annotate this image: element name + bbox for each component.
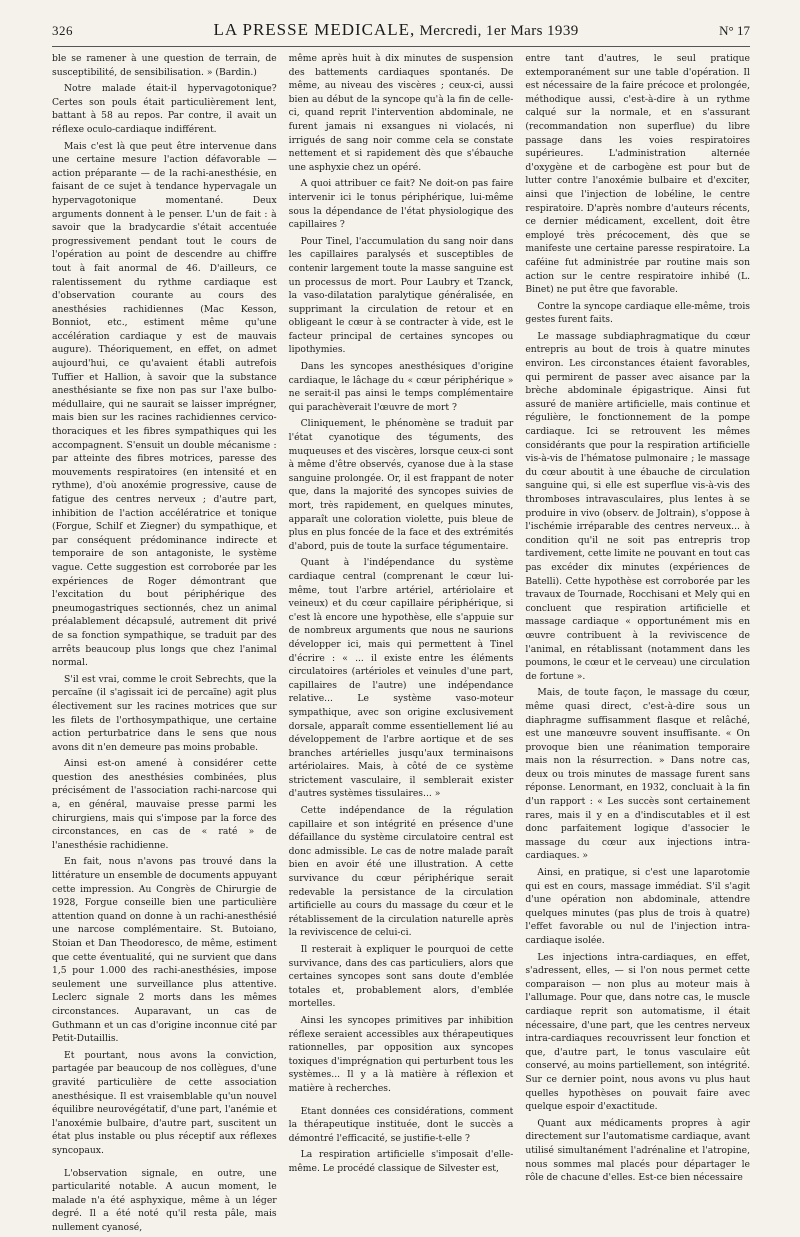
paragraph: Contre la syncope cardiaque elle-même, trois gestes furent faits.	[525, 300, 750, 326]
text-columns	[52, 52, 751, 1233]
paragraph: ble se ramener à une question de terrain, de susceptibilité, de sensibilisation. » (Bardin.)	[52, 53, 277, 78]
paragraph: entre tant d'autres, le seul pratique extemporanément sur une table d'opération. Il est nécessaire de la faire précoce et prolongée, méthodique aussi, c'est-à-dire à un rythme calqué sur la normale, et en s'assurant (recommandation non superflue) du libre passage dans les voies respiratoires supérieures. L'administration alternée d'oxygène et de carbogène est pour but de lutter contre l'anoxémie bulbaire et d'exciter, ainsi que l'injection de lobéline, le centre respiratoire. D'après nombre d'auteurs récents, ce dernier médicament, excellent, doit être employé très précocement, dès que se manifeste une certaine paresse respiratoire. La caféine fut administrée par routine mais son action sur le centre respiratoire inhibé (L. Binet) ne put être que favorable.	[525, 53, 750, 296]
paragraph: Quant à l'indépendance du système cardiaque central (comprenant le cœur lui-même, tout l'arbre artériel, artériolaire et veineux) et du cœur capillaire périphérique, si c'est là encore une hypothèse, elle s'appuie sur de nombreux arguments que nous ne saurions développer ici, mais qui permettent à Tinel d'écrire : « ... il existe entre les éléments circulatoires (artérioles et veinules d'une part, capillaires de l'autre) une indépendance relative... Le système vaso-moteur sympathique, avec son origine exclusivement dorsale, apparaît comme essentiellement lié au développement de l'arbre aortique et de ses branches artérielles jusqu'aux terminaisons artériolaires. Mais, à côté de ce système strictement vasculaire, il semblerait exister d'autres systèmes tissulaires... »	[288, 557, 514, 800]
paragraph: Etant données ces considérations, comment la thérapeutique instituée, dont le succès a démontré l'efficacité, se justifie-t-elle ?	[288, 1105, 514, 1144]
paragraph: Les injections intra-cardiaques, en effet, s'adressent, elles, — si l'on nous permet cette comparaison — non plus au moteur mais à l'allumage. Pour que, dans notre cas, le muscle cardiaque reprit son automatisme, il était nécessaire, d'une part, que les centres nerveux intra-cardiaques recouvrissent leur fonction et que, d'autre part, le tonus vasculaire eût conservé, au moins partiellement, son intégrité. Sur ce dernier point, nous avons vu plus haut quelles hypothèses on pouvait faire avec quelque espoir d'exactitude.	[525, 951, 750, 1113]
paragraph: Cliniquement, le phénomène se traduit par l'état cyanotique des téguments, des muqueuses et des viscères, lorsque ceux-ci sont à même d'être observés, cyanose due à la stase sanguine prolongée. Or, il est frappant de noter que, dans la majorité des syncopes suivies de mort, très rapidement, en quelques minutes, apparaît une coloration violette, puis bleue de plus en plus foncée de la face et des extrémités d'abord, puis de toute la surface tégumentaire.	[288, 418, 514, 552]
paragraph: Il resterait à expliquer le pourquoi de cette survivance, dans des cas particuliers, alors que certaines syncopes sont sans doute d'emblée totales et, probablement alors, d'emblée mortelles.	[288, 944, 514, 1010]
paragraph: Ainsi est-on amené à considérer cette question des anesthésies combinées, plus précisément de l'association rachi-narcose qui a, en général, mauvaise presse parmi les chirurgiens, mais qui s'impose par la force des circonstances, en cas de « raté » de l'anesthésie rachidienne.	[52, 758, 277, 851]
issue-number: N° 17	[719, 23, 750, 38]
paragraph: Le massage subdiaphragmatique du cœur entrepris au bout de trois à quatre minutes environ. Les circonstances étaient favorables, qui permirent de passer avec aisance par la brèche abdominale épigastrique. Ainsi fut assuré de manière artificielle, mais continue et régulière, le fonctionnement de la pompe cardiaque. Ici se retrouvent les mêmes considérants que pour la respiration artificielle vis-à-vis de l'hématose pulmonaire ; le massage du cœur aboutit à une ébauche de circulation sanguine qui, si elle est superflue vis-à-vis des thromboses intravasculaires, plus lentes à se produire in vivo (observ. de Joltrain), s'oppose à l'ischémie irréparable des centres nerveux... à condition qu'il ne soit pas entrepris trop tardivement, cette limite ne pouvant en tout cas pas excéder dix minutes (expériences de Batelli). Cette hypothèse est corroborée par les travaux de Tournade, Rocchisani et Mely qui en concluent que respiration artificielle et massage cardiaque « opportunément mis en œuvre contribuent à la reviviscence de l'animal, en rétablissant (notamment dans les poumons, le cœur et le cerveau) une circulation de fortune ».	[525, 330, 751, 682]
paragraph: Et pourtant, nous avons la conviction, partagée par beaucoup de nos collègues, d'une gravité particulière de cette association anesthésique. Il est vraisemblable qu'un nouvel équilibre neurovégétatif, d'une part, l'anémie et l'anoxémie bulbaire, d'autre part, suscitent un état plus instable ou plus réceptif aux réflexes syncopaux.	[52, 1049, 277, 1156]
paragraph: Notre malade était-il hypervagotonique? Certes son pouls était particulièrement lent, battant à 58 au repos. Par contre, il avait un réflexe oculo-cardiaque indifférent.	[52, 83, 277, 135]
paragraph: La respiration artificielle s'imposait d'elle-même. Le procédé classique de Silvester est,	[288, 1149, 514, 1174]
paragraph: Ainsi les syncopes primitives par inhibition réflexe seraient accessibles aux thérapeutiques rationnelles, par opposition aux syncopes toxiques d'imprégnation qui perturbent tous les systèmes... Il y a là matière à réflexion et matière à recherches.	[288, 1014, 514, 1094]
paragraph: A quoi attribuer ce fait? Ne doit-on pas faire intervenir ici le tonus périphérique, lui-même sous la dépendance de l'état physiologique des capillaires ?	[288, 178, 514, 231]
paragraph: Pour Tinel, l'accumulation du sang noir dans les capillaires paralysés et susceptibles de contenir largement toute la masse sanguine est un processus de mort. Pour Laubry et Tzanck, la vaso-dilatation paralytique généralisée, en supprimant la circulation de retour et en obligeant le cœur à se contracter à vide, est le facteur principal de certaines syncopes ou lipothymies.	[288, 235, 514, 356]
paragraph: Ainsi, en pratique, si c'est une laparotomie qui est en cours, massage immédiat. S'il s'agit d'une opération non abdominale, attendre quelques minutes (pas plus de trois à quatre) l'effet favorable ou nul de l'injection intra-cardiaque isolée.	[525, 867, 750, 946]
paragraph: S'il est vrai, comme le croit Sebrechts, que la percaïne (il s'agissait ici de percaïne) agit plus électivement sur les racines motrices que sur les filets de l'orthosympathique, une certaine action perturbatrice dans le sens que nous avons dit n'en demeure pas moins probable.	[52, 673, 277, 753]
paragraph: Mais, de toute façon, le massage du cœur, même quasi direct, c'est-à-dire sous un diaphragme suffisamment flasque et relâché, est une manœuvre souvent insuffisante. « On provoque bien une réanimation temporaire mais non la résurrection. » Dans notre cas, deux ou trois minutes de massage furent sans réponse. Lenormant, en 1932, concluait à la fin d'un rapport : « Les succès sont certainement rares, mais il y en a d'indiscutables et il est donc parfaitement logique d'associer le massage du cœur aux injections intra-cardiaques. »	[525, 687, 750, 862]
paragraph: L'observation signale, en outre, une particularité notable. A aucun moment, le malade n'a été asphyxique, même à un léger degré. Il a été noté qu'il resta pâle, mais nullement cyanosé,	[52, 1167, 277, 1233]
column-middle	[289, 52, 514, 1237]
paragraph: Quant aux médicaments propres à agir directement sur l'automatisme cardiaque, avant utilisé simultanément l'adrénaline et l'atropine, nous sommes mal placés pour départager le rôle de chacune d'elles. Est-ce bien nécessaire	[525, 1117, 750, 1184]
paragraph: Cette indépendance de la régulation capillaire et son intégrité en présence d'une défaillance du système circulatoire central est donc admissible. Le cas de notre malade paraît bien en avoir été une illustration. A cette survivance du cœur périphérique serait redevable la persistance de la circulation artificielle au cours du massage du cœur et le rétablissement de la circulation naturelle après la reviviscence de celui-ci.	[288, 805, 514, 939]
running-title	[214, 20, 579, 40]
page-number: 326	[52, 23, 73, 38]
journal-title: LA PRESSE MEDICALE,	[213, 20, 416, 39]
running-header	[52, 20, 750, 47]
column-right	[525, 52, 750, 1237]
paragraph: Mais c'est là que peut être intervenue dans une certaine mesure l'action défavorable — action préparante — de la rachi-anesthésie, en faisant de ce sujet à tendance hypervagale un hypervagotonique momentané. Deux arguments donnent à le penser. L'un de fait : à savoir que la bradycardie s'était accentuée progressivement pendant tout le cours de l'opération au point de descendre au chiffre tout à fait anormal de 46. D'ailleurs, ce ralentissement du rythme cardiaque est d'observation courante au cours des anesthésies rachidiennes (Mac Kesson, Bonniot, etc., estiment même qu'une accélération cardiaque y est de mauvais augure). Théoriquement, en effet, on admet aujourd'hui, ce qu'avaient établi autrefois Tuffier et Hallion, à savoir que la substance anesthésiante se fixe non pas sur l'axe bulbo-médullaire, qui ne saurait se laisser imprégner, mais bien sur les racines rachidiennes cervico-thoraciques et les fibres sympathiques qui les accompagnent. S'ensuit un double mécanisme : par atteinte des fibres motrices, paresse des mouvements respiratoires (en intensité et en rythme), d'où anoxémie progressive, cause de fatigue des centres nerveux ; d'autre part, inhibition de l'action accélératrice et tonique (Forgue, Schilf et Ziegner) du sympathique, et par conséquent prédominance indirecte et temporaire de son antagoniste, le système vague. Cette suggestion est corroborée par les expériences de Roger démontrant que l'excitation du bout périphérique des pneumogastriques sectionnés, chez un animal préalablement décapsulé, autrement dit privé de sa fonction sympathique, se traduit par des arrêts beaucoup plus longs que chez l'animal normal.	[52, 140, 277, 669]
issue-date: Mercredi, 1er Mars 1939	[419, 23, 579, 39]
paragraph: même après huit à dix minutes de suspension des battements cardiaques spontanés. De même, au niveau des viscères ; ceux-ci, aussi bien au début de la syncope qu'à la fin de celle-ci, quand reprit l'intervention abdominale, ne furent jamais ni exsangues ni violacés, ni irrigués de sang noir comme cela se constate nettement et si rapidement dès que s'ébauche une asphyxie chez un opéré.	[288, 53, 514, 173]
paragraph: En fait, nous n'avons pas trouvé dans la littérature un ensemble de documents appuyant cette impression. Au Congrès de Chirurgie de 1928, Forgue conseille bien une particulière attention quand on donne à un rachi-anesthésié une narcose complémentaire. St. Butoiano, Stoian et Dan Theodoresco, de même, estiment que cette éventualité, qui ne survient que dans 1,5 pour 1.000 des rachi-anesthésies, impose seulement une surveillance plus attentive. Leclerc signale 2 morts dans les mêmes circonstances. Auparavant, un cas de Guthmann et un cas d'origine inconnue cité par Petit-Dutaillis.	[52, 856, 277, 1045]
column-left	[52, 52, 277, 1237]
paragraph: Dans les syncopes anesthésiques d'origine cardiaque, le lâchage du « cœur périphérique » ne serait-il pas ainsi le temps complémentaire qui parachèverait l'œuvre de mort ?	[288, 361, 514, 413]
